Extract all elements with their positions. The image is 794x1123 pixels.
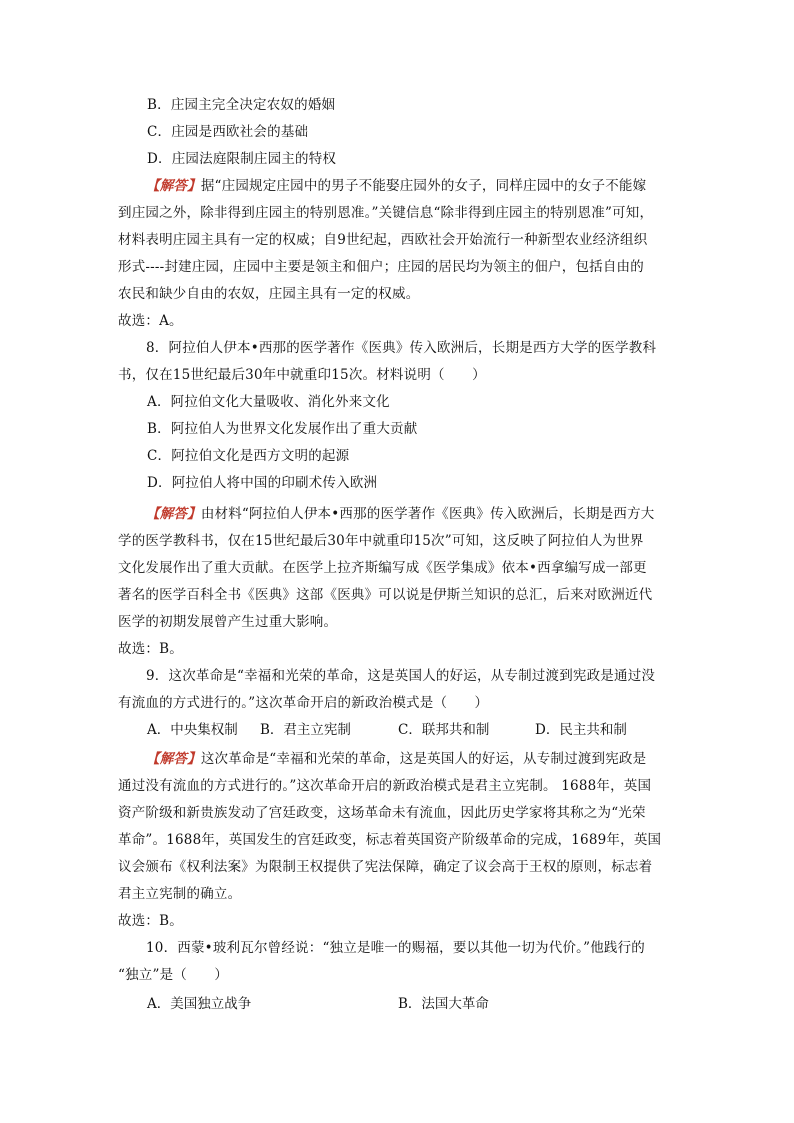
q8-analysis-line-3: 文化发展作出了重大贡献。在医学上拉齐斯编写成《医学集成》依本•西拿编写成一部更 bbox=[118, 560, 647, 576]
q9-option-c: C．联邦共和制 bbox=[398, 722, 490, 738]
q8-analysis-line-5: 医学的初期发展曾产生过重大影响。 bbox=[118, 614, 338, 630]
q8-analysis-line-2: 学的医学教科书，仅在15世纪最后30年中就重印15次”可知，这反映了阿拉伯人为世界 bbox=[118, 533, 644, 549]
q7-analysis-line-4: 形式----封建庄园，庄园中主要是领主和佃户；庄园的居民均为领主的佃户，包括自由的 bbox=[118, 259, 644, 275]
q7-option-b: B．庄园主完全决定农奴的婚姻 bbox=[147, 97, 336, 113]
q9-analysis-line-1: 【解答】这次革命是“幸福和光荣的革命，这是英国人的好运，从专制过渡到宪政是 bbox=[146, 751, 647, 767]
q10-option-b: B．法国大革命 bbox=[398, 996, 489, 1012]
q8-result: 故选：B。 bbox=[118, 641, 183, 657]
q9-result: 故选：B。 bbox=[118, 913, 183, 929]
q9-analysis-line-2: 通过没有流血的方式进行的。”这次革命开启的新政治模式是君主立宪制。 1688年，英国 bbox=[118, 778, 652, 794]
q7-analysis-line-1: 【解答】据“庄园规定庄园中的男子不能娶庄园外的女子，同样庄园中的女子不能嫁 bbox=[146, 178, 647, 194]
q10-stem-line-1: 10．西蒙•玻利瓦尔曾经说：“独立是唯一的赐福，要以其他一切为代价。”他践行的 bbox=[146, 940, 645, 956]
q7-answer-tag: 【解答】 bbox=[146, 178, 201, 194]
q8-stem-line-1: 8．阿拉伯人伊本•西那的医学著作《医典》传入欧洲后，长期是西方大学的医学教科 bbox=[146, 340, 657, 356]
q9-option-a: A．中央集权制 bbox=[147, 722, 238, 738]
q8-analysis-line-1: 【解答】由材料“阿拉伯人伊本•西那的医学著作《医典》传入欧洲后，长期是西方大 bbox=[146, 506, 655, 522]
q9-options-row bbox=[147, 722, 707, 738]
q9-answer-tag: 【解答】 bbox=[146, 751, 201, 767]
q9-option-b: B．君主立宪制 bbox=[260, 722, 351, 738]
q7-analysis-line-5: 农民和缺少自由的农奴，庄园主具有一定的权威。 bbox=[118, 286, 420, 302]
q8-stem-line-2: 书，仅在15世纪最后30年中就重印15次。材料说明（ ） bbox=[118, 367, 486, 383]
q9-analysis-line-3: 资产阶级和新贵族发动了宫廷政变，这场革命未有流血，因此历史学家将其称之为“光荣 bbox=[118, 805, 646, 821]
q9-analysis-line-6: 君主立宪制的确立。 bbox=[118, 886, 242, 902]
q9-analysis-line-4: 革命”。1688年，英国发生的宫廷政变，标志着英国资产阶级革命的完成，1689年，英国 bbox=[118, 832, 662, 848]
q7-analysis-line-3: 材料表明庄园主具有一定的权威；自9世纪起，西欧社会开始流行一种新型农业经济组织 bbox=[118, 232, 648, 248]
q7-option-d: D．庄园法庭限制庄园主的特权 bbox=[147, 151, 337, 167]
q7-result: 故选：A。 bbox=[118, 313, 183, 329]
q9-stem-line-1: 9．这次革命是“幸福和光荣的革命，这是英国人的好运，从专制过渡到宪政是通过没 bbox=[146, 668, 656, 684]
q8-answer-tag: 【解答】 bbox=[146, 506, 201, 522]
q10-options-row bbox=[147, 996, 567, 1012]
q8-option-d: D．阿拉伯人将中国的印刷术传入欧洲 bbox=[147, 475, 378, 491]
q9-stem-line-2: 有流血的方式进行的。”这次革命开启的新政治模式是（ ） bbox=[118, 695, 489, 711]
q8-option-b: B．阿拉伯人为世界文化发展作出了重大贡献 bbox=[147, 421, 418, 437]
q8-option-c: C．阿拉伯文化是西方文明的起源 bbox=[147, 448, 350, 464]
q7-option-c: C．庄园是西欧社会的基础 bbox=[147, 124, 309, 140]
q9-option-d: D．民主共和制 bbox=[535, 722, 627, 738]
q7-analysis-line-2: 到庄园之外，除非得到庄园主的特别恩准。”关键信息“除非得到庄园主的特别恩准”可知， bbox=[118, 205, 654, 221]
q9-analysis-line-5: 议会颁布《权利法案》为限制王权提供了宪法保障，确定了议会高于王权的原则，标志着 bbox=[118, 859, 653, 875]
q8-analysis-line-4: 著名的医学百科全书《医典》这部《医典》可以说是伊斯兰知识的总汇，后来对欧洲近代 bbox=[118, 587, 653, 603]
q10-option-a: A．美国独立战争 bbox=[147, 996, 252, 1012]
q10-stem-line-2: “独立”是（ ） bbox=[118, 967, 229, 983]
q8-option-a: A．阿拉伯文化大量吸收、消化外来文化 bbox=[147, 394, 390, 410]
